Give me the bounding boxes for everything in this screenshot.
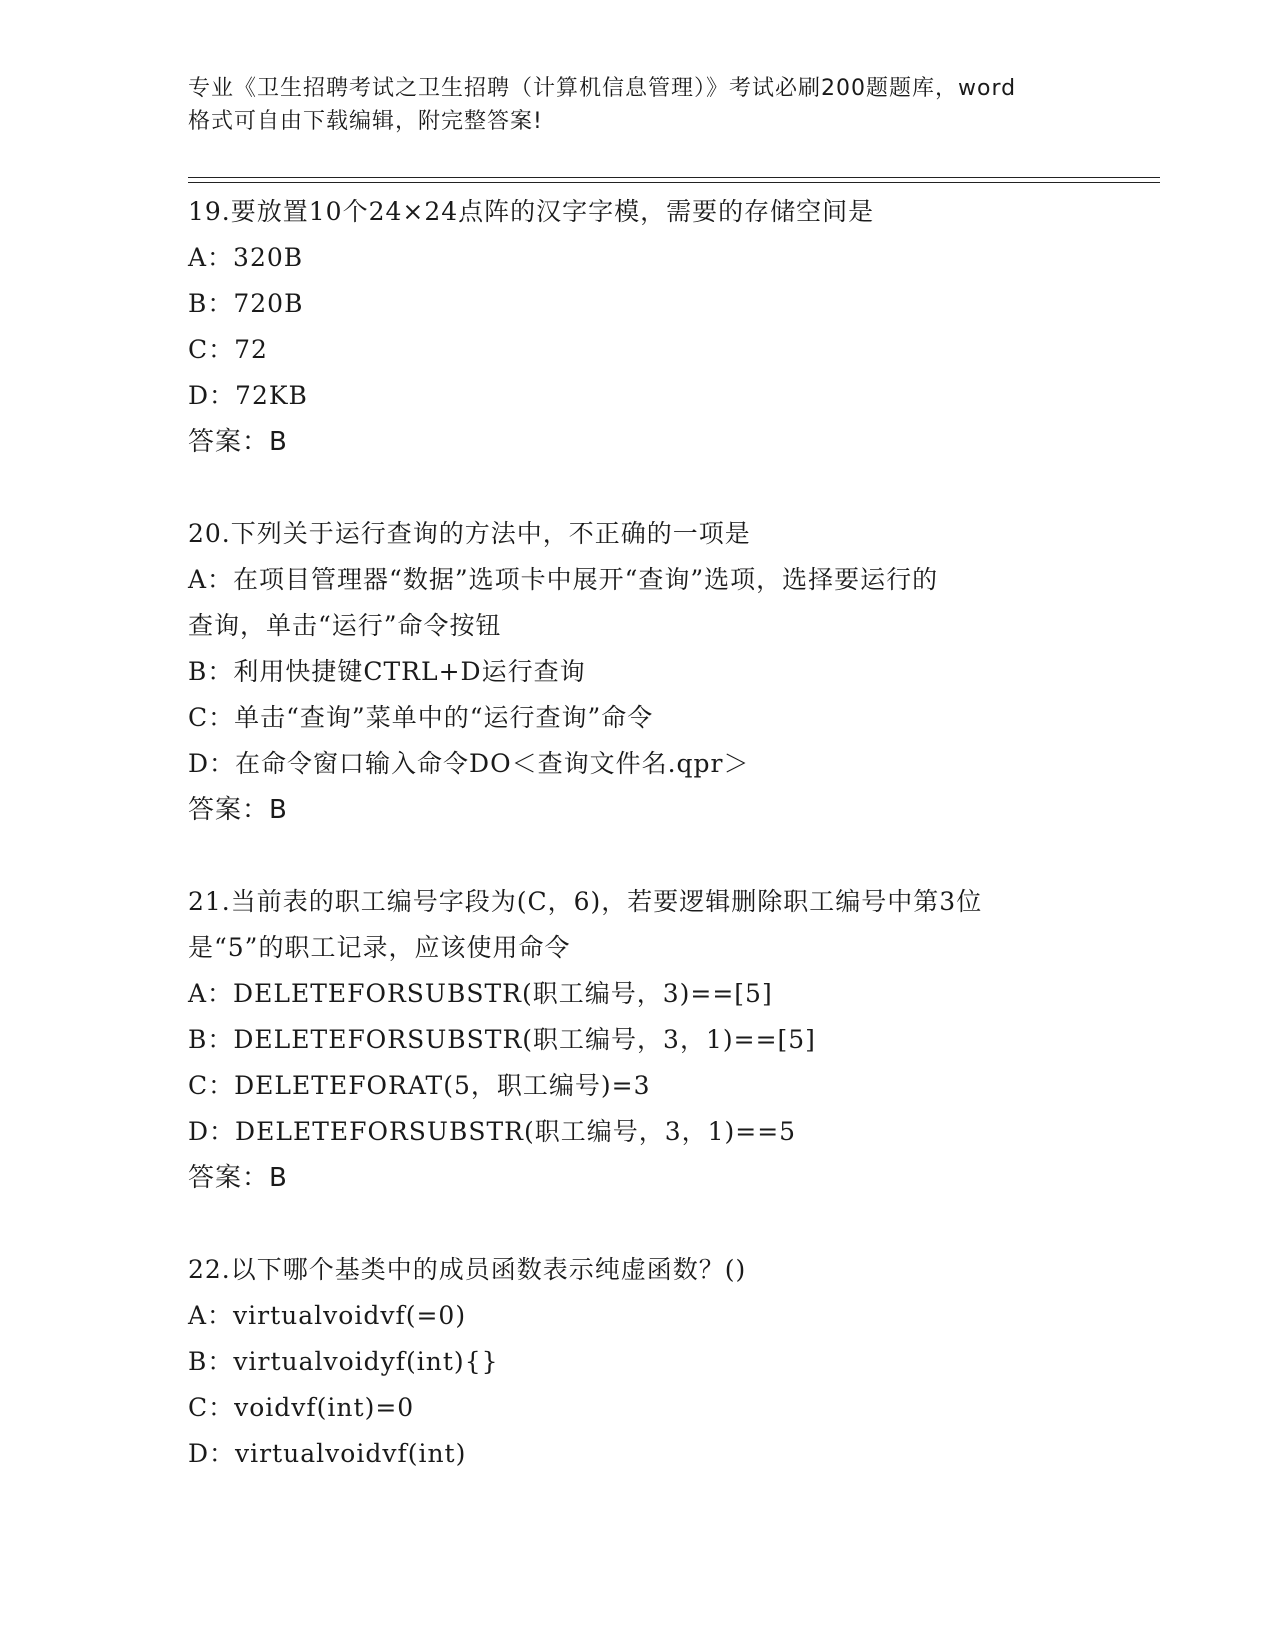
answer: 答案：B [188,1163,288,1193]
document-header [188,72,1088,138]
option-d: D：DELETEFORSUBSTR(职工编号，3，1)==5 [188,1117,797,1146]
option-b: B：利用快捷键CTRL+D运行查询 [188,657,586,686]
option-a: A：在项目管理器“数据”选项卡中展开“查询”选项，选择要运行的 [188,565,939,594]
option-b: B：DELETEFORSUBSTR(职工编号，3，1)==[5] [188,1025,816,1054]
question-21 [188,879,1088,1201]
question-stem: 21.当前表的职工编号字段为(C，6)，若要逻辑删除职工编号中第3位 [188,887,983,916]
option-c: C：72 [188,335,268,364]
option-a-continued: 查询，单击“运行”命令按钮 [188,611,502,640]
question-stem: 20.下列关于运行查询的方法中，不正确的一项是 [188,519,751,548]
question-20 [188,511,1088,833]
option-b: B：virtualvoidyf(int){} [188,1347,499,1376]
option-c: C：DELETEFORAT(5，职工编号)=3 [188,1071,651,1100]
header-divider-top [188,177,1160,178]
question-19 [188,189,1088,465]
question-list [188,189,1088,1477]
answer: 答案：B [188,427,288,457]
option-b: B：720B [188,289,304,318]
option-d: D：72KB [188,381,308,410]
option-a: A：DELETEFORSUBSTR(职工编号，3)==[5] [188,979,773,1008]
answer: 答案：B [188,795,288,825]
question-stem: 19.要放置10个24×24点阵的汉字字模，需要的存储空间是 [188,197,875,226]
option-c: C：voidvf(int)=0 [188,1393,415,1422]
header-divider-bottom [188,182,1160,183]
option-d: D：在命令窗口输入命令DO＜查询文件名.qpr＞ [188,749,750,778]
question-stem: 22.以下哪个基类中的成员函数表示纯虚函数？() [188,1255,747,1284]
question-stem-continued: 是“5”的职工记录，应该使用命令 [188,933,571,962]
header-line-2: 格式可自由下载编辑，附完整答案! [188,109,543,134]
question-22 [188,1247,1088,1477]
option-c: C：单击“查询”菜单中的“运行查询”命令 [188,703,654,732]
option-a: A：virtualvoidvf(=0) [188,1301,467,1330]
option-a: A：320B [188,243,304,272]
option-d: D：virtualvoidvf(int) [188,1439,467,1468]
header-line-1: 专业《卫生招聘考试之卫生招聘（计算机信息管理）》考试必刷200题题库，word [188,76,1017,101]
